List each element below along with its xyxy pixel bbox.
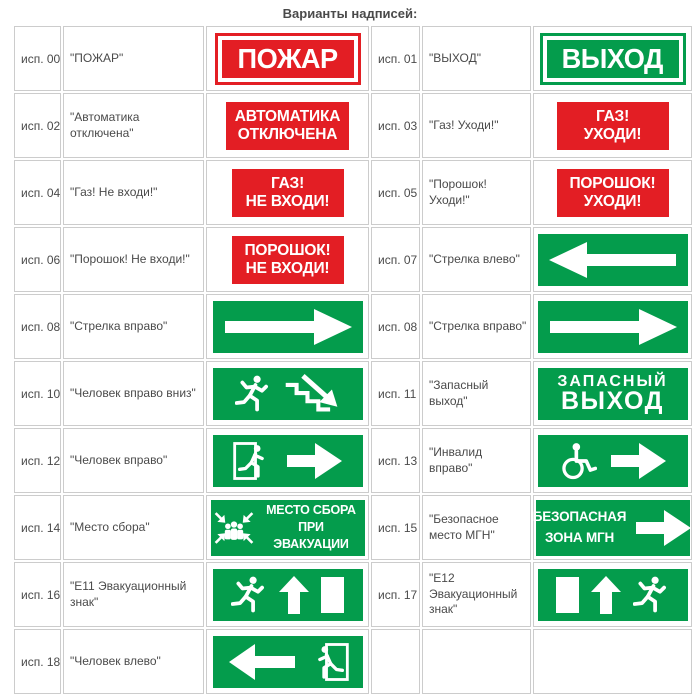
sign-text-line: УХОДИ!	[583, 125, 642, 143]
variant-code-cell: исп. 17	[371, 562, 420, 627]
wheelchair-icon	[559, 441, 597, 481]
variant-label-cell: "Запасный выход"	[422, 361, 531, 426]
sign-text-line: ГАЗ!	[595, 108, 630, 126]
sign-cell	[206, 93, 369, 158]
variant-code-cell: исп. 12	[14, 428, 61, 493]
variant-code-cell: исп. 15	[371, 495, 420, 560]
sign-cell	[206, 629, 369, 694]
sign-text	[244, 242, 330, 277]
safety-sign	[232, 169, 344, 217]
variant-code-cell	[371, 629, 420, 694]
arrow-right-short-icon	[634, 509, 692, 547]
sign-cell	[206, 361, 369, 426]
sign-inner-frame	[543, 36, 683, 82]
sign-cell	[206, 160, 369, 225]
arrow-up-icon	[591, 576, 621, 614]
variant-label-cell: "ПОЖАР"	[63, 26, 204, 91]
sign-text	[246, 175, 330, 210]
sign-text-line: ПОРОШОК!	[569, 175, 656, 193]
variant-label-cell: "Безопасное место МГН"	[422, 495, 531, 560]
sign-text-line: ЗОНА МГН	[544, 529, 615, 545]
variant-label-cell: "Порошок! Не входи!"	[63, 227, 204, 292]
sign-text	[260, 502, 363, 553]
variant-label-cell: "Человек влево"	[63, 629, 204, 694]
running-man-icon	[633, 575, 669, 615]
variant-label-cell: "Человек вправо вниз"	[63, 361, 204, 426]
variant-code-cell: исп. 11	[371, 361, 420, 426]
sign-text	[557, 374, 667, 413]
sign-text-line: БЕЗОПАСНАЯ	[532, 509, 627, 525]
sign-text-line: УХОДИ!	[583, 192, 642, 210]
variant-label-cell: "Стрелка вправо"	[422, 294, 531, 359]
sign-text-line: АВТОМАТИКА	[234, 108, 341, 126]
safety-sign	[211, 500, 365, 556]
sign-inner-frame	[218, 36, 358, 82]
sign-text	[533, 507, 627, 548]
variant-code-cell: исп. 02	[14, 93, 61, 158]
sign-cell	[206, 562, 369, 627]
sign-text	[560, 42, 664, 74]
safety-sign	[540, 33, 686, 85]
arrow-right-short-icon	[285, 442, 343, 480]
sign-cell	[533, 562, 692, 627]
door-icon	[321, 577, 344, 613]
sign-text-line: ОТКЛЮЧЕНА	[237, 125, 338, 143]
variant-code-cell: исп. 14	[14, 495, 61, 560]
safety-sign	[213, 636, 363, 688]
variant-label-cell: "Инвалид вправо"	[422, 428, 531, 493]
sign-cell	[206, 495, 369, 560]
safety-sign	[226, 102, 350, 150]
variant-code-cell: исп. 08	[14, 294, 61, 359]
door-icon	[556, 577, 579, 613]
running-man-icon	[235, 374, 271, 414]
variant-label-cell: "Стрелка влево"	[422, 227, 531, 292]
sign-text-line: НЕ ВХОДИ!	[245, 192, 330, 210]
arrow-left-icon	[547, 241, 679, 279]
safety-sign	[538, 569, 688, 621]
signs-table	[14, 26, 682, 694]
variant-code-cell: исп. 01	[371, 26, 420, 91]
running-man-icon	[231, 575, 267, 615]
variant-code-cell: исп. 08	[371, 294, 420, 359]
arrow-up-icon	[279, 576, 309, 614]
sign-cell	[206, 227, 369, 292]
sign-cell	[206, 428, 369, 493]
variant-code-cell: исп. 05	[371, 160, 420, 225]
variant-code-cell: исп. 16	[14, 562, 61, 627]
safety-sign	[557, 102, 669, 150]
variant-label-cell: "Е11 Эвакуационный знак"	[63, 562, 204, 627]
safety-sign	[215, 33, 361, 85]
arrow-right-icon	[222, 308, 354, 346]
variant-code-cell: исп. 13	[371, 428, 420, 493]
arrow-right-short-icon	[609, 442, 667, 480]
variant-label-cell	[422, 629, 531, 694]
sign-cell	[533, 294, 692, 359]
variant-code-cell: исп. 00	[14, 26, 61, 91]
safety-sign	[532, 500, 690, 556]
sign-text	[569, 175, 655, 210]
safety-sign	[538, 301, 688, 353]
exit-door-man-left-icon	[309, 642, 349, 682]
variant-label-cell: "Порошок! Уходи!"	[422, 160, 531, 225]
safety-sign	[213, 368, 363, 420]
safety-sign	[213, 569, 363, 621]
variant-label-cell: "Автоматика отключена"	[63, 93, 204, 158]
safety-sign	[538, 435, 688, 487]
safety-sign	[213, 301, 363, 353]
sign-cell	[206, 294, 369, 359]
sign-text-line: ПРИ ЭВАКУАЦИИ	[273, 520, 349, 551]
sign-text-line: МЕСТО СБОРА	[266, 503, 356, 518]
sign-cell	[533, 428, 692, 493]
arrow-left-short-icon	[227, 644, 297, 680]
sign-cell	[206, 26, 369, 91]
sign-text-line: НЕ ВХОДИ!	[245, 259, 330, 277]
sign-text-line: ВЫХОД	[561, 42, 664, 74]
variant-code-cell: исп. 04	[14, 160, 61, 225]
variant-label-cell: "Газ! Не входи!"	[63, 160, 204, 225]
exit-door-man-icon	[233, 441, 273, 481]
sign-text-line: ЗАПАСНЫЙ	[557, 373, 668, 390]
variant-label-cell: "Человек вправо"	[63, 428, 204, 493]
sign-cell	[533, 495, 692, 560]
safety-sign	[538, 234, 688, 286]
sign-cell	[533, 629, 692, 694]
sign-cell	[533, 160, 692, 225]
sign-cell	[533, 227, 692, 292]
variant-code-cell: исп. 06	[14, 227, 61, 292]
variant-label-cell: "Е12 Эвакуационный знак"	[422, 562, 531, 627]
variant-code-cell: исп. 10	[14, 361, 61, 426]
variant-code-cell: исп. 07	[371, 227, 420, 292]
sign-text	[235, 108, 341, 143]
sign-text	[584, 108, 642, 143]
sign-text-line: ПОЖАР	[237, 42, 338, 74]
sign-text	[236, 42, 339, 74]
variant-label-cell: "ВЫХОД"	[422, 26, 531, 91]
safety-sign	[538, 368, 688, 420]
safety-sign	[232, 236, 344, 284]
sign-text-line: ВЫХОД	[561, 387, 664, 415]
sign-text-line: ГАЗ!	[270, 175, 305, 193]
arrow-right-icon	[547, 308, 679, 346]
sign-cell	[533, 93, 692, 158]
sign-cell	[533, 26, 692, 91]
sign-cell	[533, 361, 692, 426]
variant-label-cell: "Стрелка вправо"	[63, 294, 204, 359]
assembly-point-icon	[213, 509, 255, 547]
variant-label-cell: "Газ! Уходи!"	[422, 93, 531, 158]
safety-sign	[557, 169, 669, 217]
variant-code-cell: исп. 03	[371, 93, 420, 158]
safety-sign	[213, 435, 363, 487]
variant-code-cell: исп. 18	[14, 629, 61, 694]
sign-text-line: ПОРОШОК!	[244, 242, 331, 260]
stairs-down-icon	[283, 374, 341, 414]
page-title: Варианты надписей:	[282, 6, 418, 21]
variant-label-cell: "Место сбора"	[63, 495, 204, 560]
